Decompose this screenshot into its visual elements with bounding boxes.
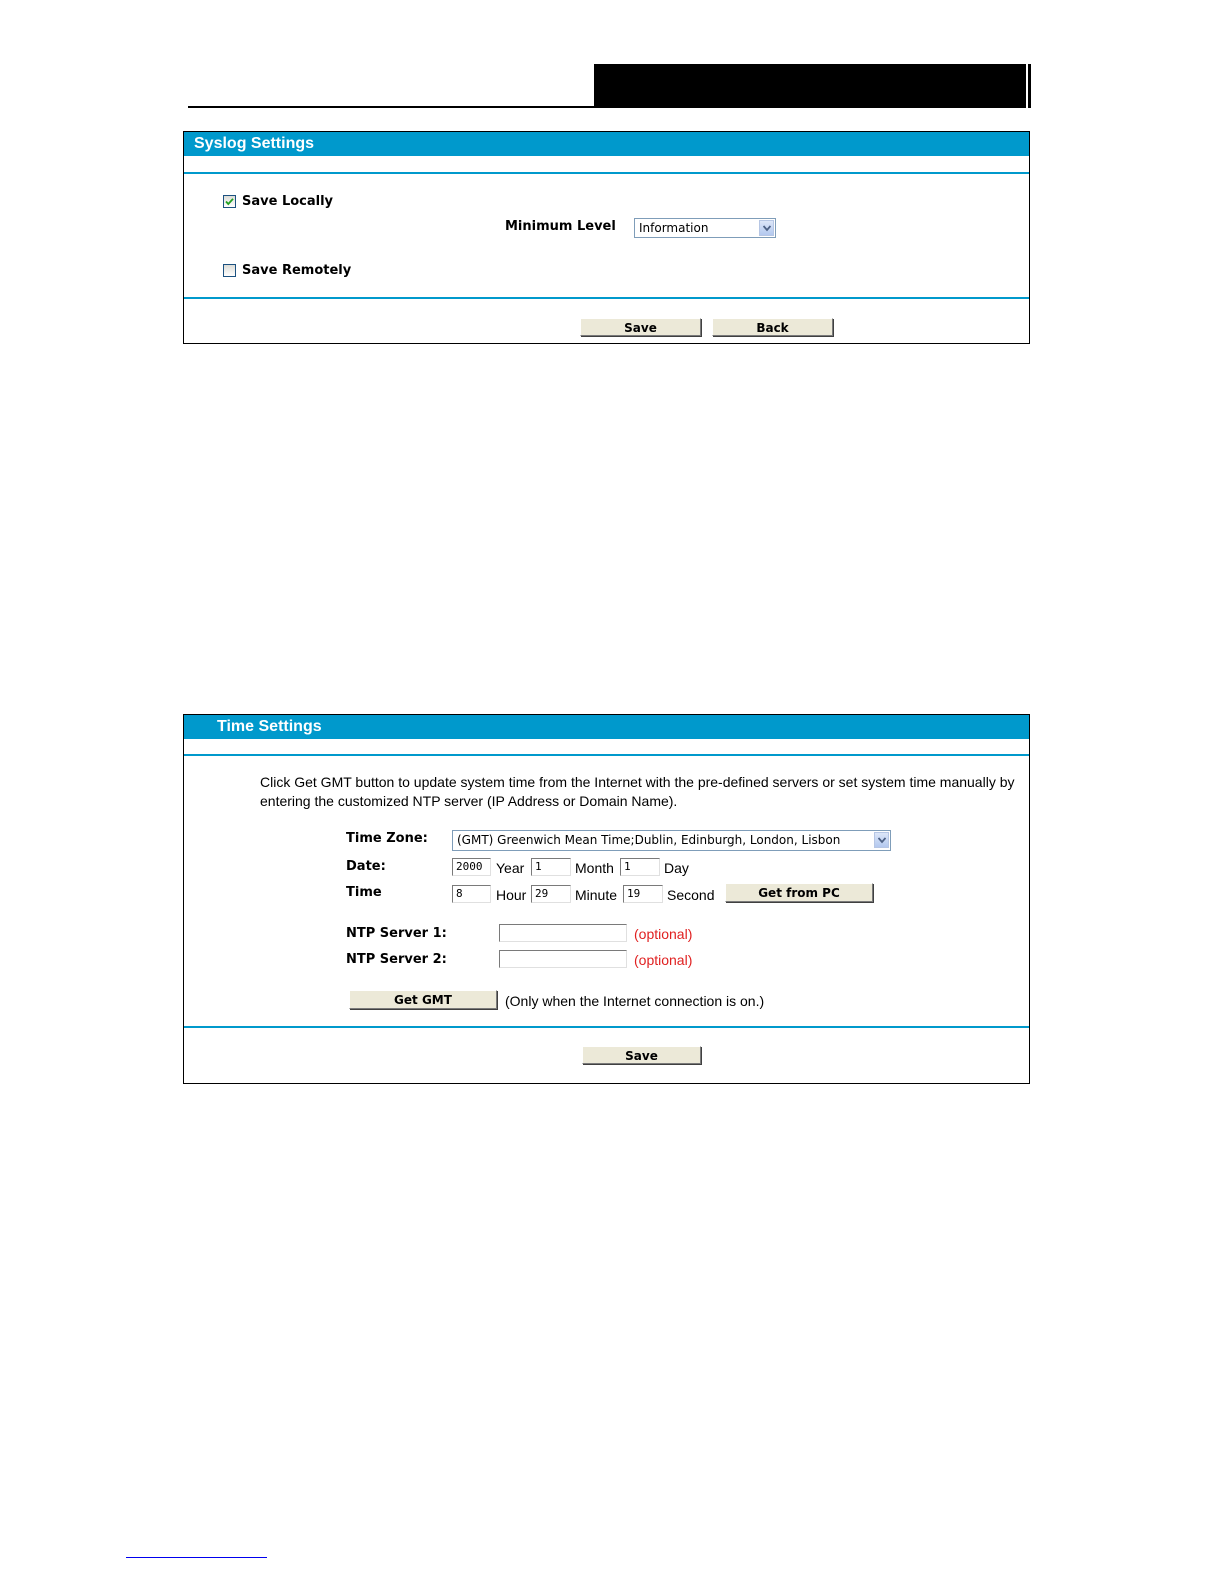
time-settings-panel bbox=[183, 714, 1030, 1084]
ntp-server-1-input[interactable] bbox=[499, 924, 627, 942]
minimum-level-label: Minimum Level bbox=[505, 219, 616, 234]
syslog-back-button[interactable]: Back bbox=[712, 318, 833, 336]
minute-input[interactable]: 29 bbox=[531, 885, 571, 903]
time-panel-title bbox=[184, 715, 1029, 739]
minute-label: Minute bbox=[575, 887, 618, 903]
syslog-top-rule bbox=[184, 172, 1029, 174]
get-gmt-note: (Only when the Internet connection is on.) bbox=[505, 993, 765, 1009]
save-locally-checkbox[interactable] bbox=[223, 195, 236, 208]
time-description-line2: entering the customized NTP server (IP Address or Domain Name). bbox=[260, 793, 678, 809]
second-input[interactable]: 19 bbox=[623, 885, 663, 903]
time-zone-value: (GMT) Greenwich Mean Time;Dublin, Edinburgh, London, Lisbon bbox=[457, 833, 841, 847]
check-icon bbox=[224, 196, 235, 207]
save-remotely-label: Save Remotely bbox=[242, 263, 352, 278]
minimum-level-dropdown-button[interactable] bbox=[759, 220, 774, 236]
ntp-server-1-optional: (optional) bbox=[634, 926, 693, 942]
save-remotely-checkbox[interactable] bbox=[223, 264, 236, 277]
get-gmt-button[interactable]: Get GMT bbox=[349, 990, 497, 1009]
save-locally-label: Save Locally bbox=[242, 194, 334, 209]
minimum-level-value: Information bbox=[639, 221, 709, 235]
hour-input[interactable]: 8 bbox=[452, 885, 491, 903]
chevron-down-icon bbox=[878, 837, 886, 844]
date-label: Date: bbox=[346, 859, 386, 874]
second-label: Second bbox=[667, 887, 715, 903]
hour-label: Hour bbox=[496, 887, 527, 903]
minimum-level-select[interactable] bbox=[634, 218, 776, 238]
time-description-line1: Click Get GMT button to update system time from the Internet with the pre-defined servers or set system time manually by bbox=[260, 774, 1015, 790]
footer-link-underline bbox=[126, 1557, 267, 1558]
time-zone-select[interactable] bbox=[452, 830, 891, 851]
get-from-pc-button[interactable]: Get from PC bbox=[725, 883, 873, 902]
syslog-settings-panel bbox=[183, 131, 1030, 344]
year-input[interactable]: 2000 bbox=[452, 858, 491, 876]
month-label: Month bbox=[575, 860, 614, 876]
page-header-rule bbox=[188, 106, 594, 108]
ntp-server-2-label: NTP Server 2: bbox=[346, 952, 447, 967]
ntp-server-1-label: NTP Server 1: bbox=[346, 926, 447, 941]
time-bottom-rule bbox=[184, 1026, 1029, 1028]
page-header-block bbox=[594, 64, 1026, 108]
syslog-panel-title bbox=[184, 132, 1029, 156]
syslog-title-text: Syslog Settings bbox=[194, 135, 315, 152]
syslog-bottom-rule bbox=[184, 297, 1029, 299]
time-zone-dropdown-button[interactable] bbox=[874, 832, 889, 848]
year-label: Year bbox=[496, 860, 525, 876]
ntp-server-2-input[interactable] bbox=[499, 950, 627, 968]
time-zone-label: Time Zone: bbox=[346, 831, 428, 846]
ntp-server-2-optional: (optional) bbox=[634, 952, 693, 968]
time-top-rule bbox=[184, 754, 1029, 756]
syslog-save-button[interactable]: Save bbox=[580, 318, 701, 336]
time-label: Time bbox=[346, 885, 382, 900]
time-save-button[interactable]: Save bbox=[582, 1046, 701, 1064]
month-input[interactable]: 1 bbox=[531, 858, 571, 876]
time-title-text: Time Settings bbox=[217, 718, 322, 735]
page-header-edge bbox=[1028, 64, 1031, 108]
chevron-down-icon bbox=[763, 225, 771, 232]
day-label: Day bbox=[664, 860, 689, 876]
day-input[interactable]: 1 bbox=[620, 858, 660, 876]
